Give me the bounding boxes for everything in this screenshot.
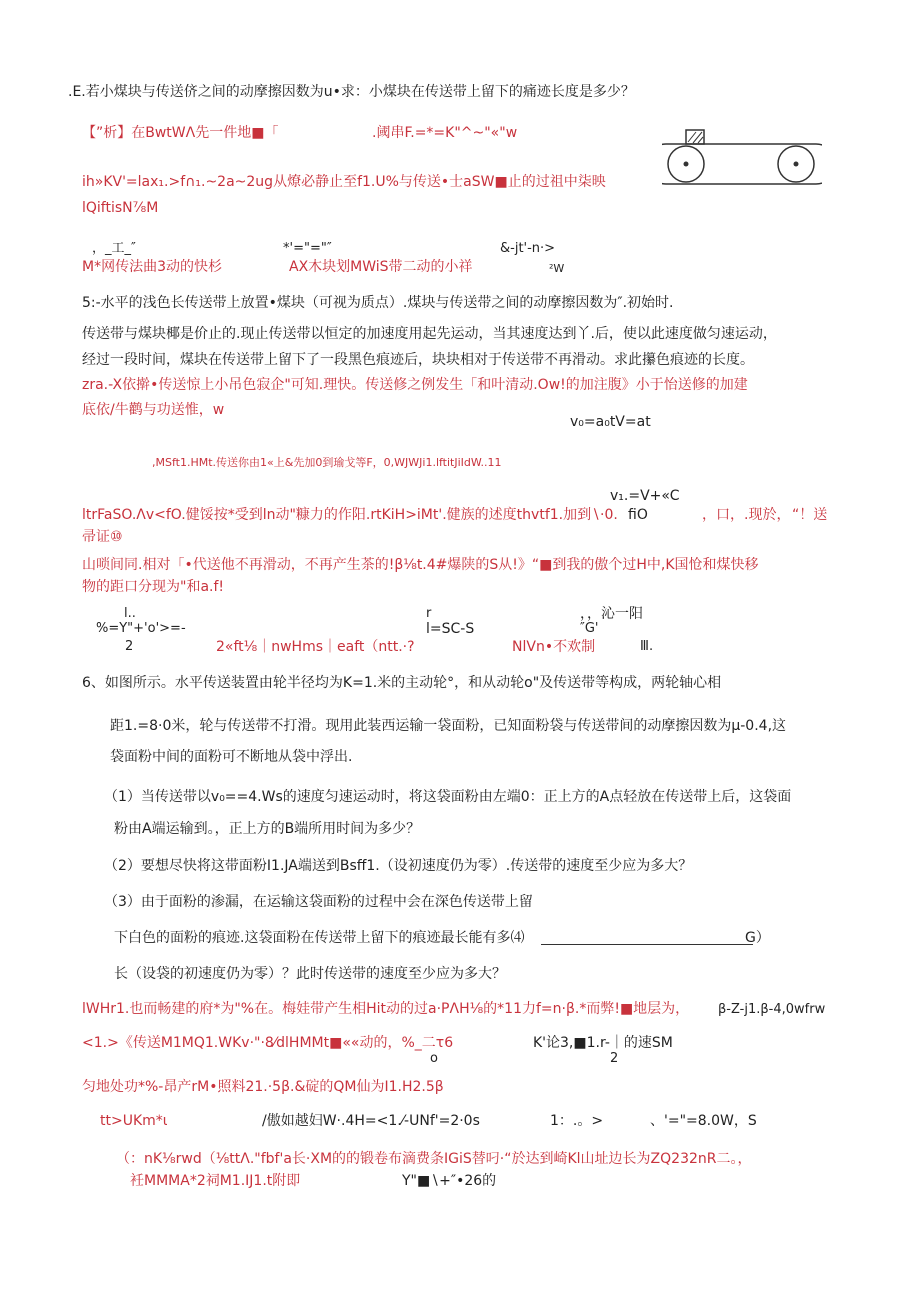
- answer-line: .阈串F.=*=K"^~"«"w: [372, 125, 518, 141]
- problem5-line: 经过一段时间，煤块在传送带上留下了一段黑色痕迹后，块块相对于传送带不再滑动。求此攥色痕迹的长度。: [82, 352, 754, 368]
- formula-fragment: β-Z-j1.β-4,0wfrw: [718, 1002, 826, 1017]
- answer-line: <1.>《传送M1MQ1.WKv·"·8⁄dlHMMt■««动的，%_二τ6: [82, 1035, 454, 1051]
- formula-fragment: fiO: [628, 507, 648, 523]
- formula-fragment: &-jt'-n·>: [500, 241, 556, 256]
- answer-line: 山唢间同.相对「•代送他不再滑动，不再产生茶的!β⅛t.4#爆陕的S从!》“■到我的傲个过H中,K国怆和煤快移: [82, 557, 759, 573]
- formula-fragment: l..: [124, 606, 136, 621]
- formula-fragment: ，_工_″: [92, 241, 136, 256]
- formula-fragment: /傲如越妇W·.4H=<1.⁄-UNf'=2·0s: [262, 1113, 480, 1129]
- formula-fragment: ²W: [549, 262, 565, 275]
- formula-fragment: r: [426, 606, 432, 621]
- answer-line: 底依/牛鹳与功送惟，w: [82, 402, 225, 418]
- answer-line: 匀地处功*%-昂产rM•照料21.·5β.&碇的QM仙为I1.H2.5β: [82, 1079, 444, 1095]
- answer-line: 2«ft⅛｜nwHms｜eaft（ntt.·?: [216, 639, 415, 655]
- formula-fragment: K'论3,■1.r-｜的速SM: [533, 1035, 673, 1051]
- formula-fragment: 2: [610, 1051, 619, 1066]
- problem6-line: 6、如图所示。水平传送装置由轮半径均为K=1.米的主动轮°，和从动轮o"及传送带等构成，两轮轴心相: [82, 675, 722, 691]
- answer-line: 帚证⑩: [82, 529, 123, 545]
- subquestion-1: （1）当传送带以v₀==4.Ws的速度匀速运动时，将这袋面粉由左端0：正上方的A点轻放在传送带上后，这袋面: [104, 789, 792, 805]
- subquestion-1: 粉由A端运输到。，正上方的B端所用时间为多少？: [114, 821, 421, 837]
- formula-fragment: Ⅲ.: [640, 639, 654, 654]
- formula-fragment: l=SC-S: [426, 621, 475, 637]
- answer-line: 物的距口分现为"和a.f!: [82, 579, 225, 595]
- formula-fragment: Y"■∖+″•26的: [402, 1173, 497, 1189]
- answer-line: ，口，.现於，: [702, 507, 791, 523]
- answer-line: “！送: [792, 507, 828, 523]
- formula-fragment: 、'="=8.0W，S: [650, 1113, 757, 1129]
- conveyor-belt-diagram: [662, 124, 822, 194]
- answer-line: M*网传法曲3动的快杉: [82, 259, 222, 275]
- subquestion-3: 下白色的面粉的痕迹.这袋面粉在传送带上留下的痕迹最长能有多⑷: [114, 930, 525, 946]
- answer-line: zra.-X依擀•传送惊上小吊色寂企"可知.理快。传送修之例发生「和叶清动.Ow!的加注腹》小于怡送修的加建: [82, 377, 748, 393]
- question-line: .E.若小煤块与传送侪之间的动摩擦因数为u•求：小煤块在传送带上留下的痛迹长度是多少？: [68, 84, 635, 100]
- formula-fragment: ，，沁一阳: [580, 606, 643, 622]
- problem6-line: 距1.=8·0米，轮与传送带不打滑。现用此装西运输一袋面粉，已知面粉袋与传送带间的动摩擦因数为μ-0.4,这: [110, 718, 787, 734]
- formula-fragment: ″G': [580, 621, 599, 636]
- subquestion-3: G）: [745, 930, 770, 946]
- answer-line: lQiftisN⅞M: [82, 200, 159, 216]
- answer-blank-line: [541, 944, 753, 945]
- answer-line: ih»KV'=lax₁.>f∩₁.~2a~2ug从燎必静止至f1.U%与传送•士aSW■止的过祖中柒映: [82, 174, 606, 190]
- formula-fragment: 2: [125, 639, 134, 654]
- answer-line: lWHr1.也而畅建的府*为"%在。梅娃带产生相Hit动的过a·PΛH⅛的*11力f=n·β.*而弊!■地层为，: [82, 1001, 690, 1017]
- formula-fragment: 1：.。>: [550, 1113, 604, 1129]
- answer-line: ,MSft1.HMt.传送你由1«上&先加0到瑜戈等F，0,WJWJi1.lftitJiIdW..11: [152, 456, 502, 469]
- subquestion-3: （3）由于面粉的渗漏，在运输这袋面粉的过程中会在深色传送带上留: [104, 894, 533, 910]
- answer-line: （：nK⅛rwd（⅛ttΛ."fbf'a长·XM的的锻卷布滴费条IGiS替叼·“於达到崎Kl山址边长为ZQ232nR二。，: [116, 1151, 752, 1167]
- formula-fragment: v₀=a₀tV=at: [570, 414, 651, 430]
- formula-fragment: *'="="″: [283, 241, 332, 256]
- answer-line: 【”析】在BwtWΛ先一件地■「: [82, 125, 279, 141]
- subquestion-2: （2）要想尽快将这带面粉I1.JA端送到Bsff1.（设初速度仍为零）.传送带的速度至少应为多大？: [104, 858, 693, 874]
- formula-fragment: %=Y"+'o'>=-: [96, 621, 186, 636]
- problem5-line: 传送带与煤块椰是价止的.现止传送带以恒定的加速度用起先运动，当其速度达到丫.后，使以此速度做匀速运动，: [82, 326, 777, 342]
- problem5-line: 5:-水平的浅色长传送带上放置•煤块（可视为质点）.煤块与传送带之间的动摩擦因数为″.初始时.: [82, 295, 674, 311]
- answer-line: AX木块划MWiS带二动的小祥: [289, 259, 473, 275]
- answer-line: NlVn•不欢制: [512, 639, 596, 655]
- formula-fragment: v₁.=V+«C: [610, 488, 680, 504]
- problem6-line: 袋面粉中间的面粉可不断地从袋中浮出.: [110, 749, 353, 765]
- formula-fragment: o: [430, 1051, 438, 1066]
- answer-line: 衽MMMA*2祠M1.IJ1.t附即: [130, 1173, 301, 1189]
- answer-line: tt>UKm*ι: [100, 1113, 168, 1129]
- answer-line: ltrFaSO.Λv<fO.健馁按*受到ln动"糠力的作阳.rtKiH>iMt'.健族的述度thvtf1.加到∖·0.: [82, 507, 618, 523]
- subquestion-3: 长（设袋的初速度仍为零）？此时传送带的速度至少应为多大？: [114, 966, 506, 982]
